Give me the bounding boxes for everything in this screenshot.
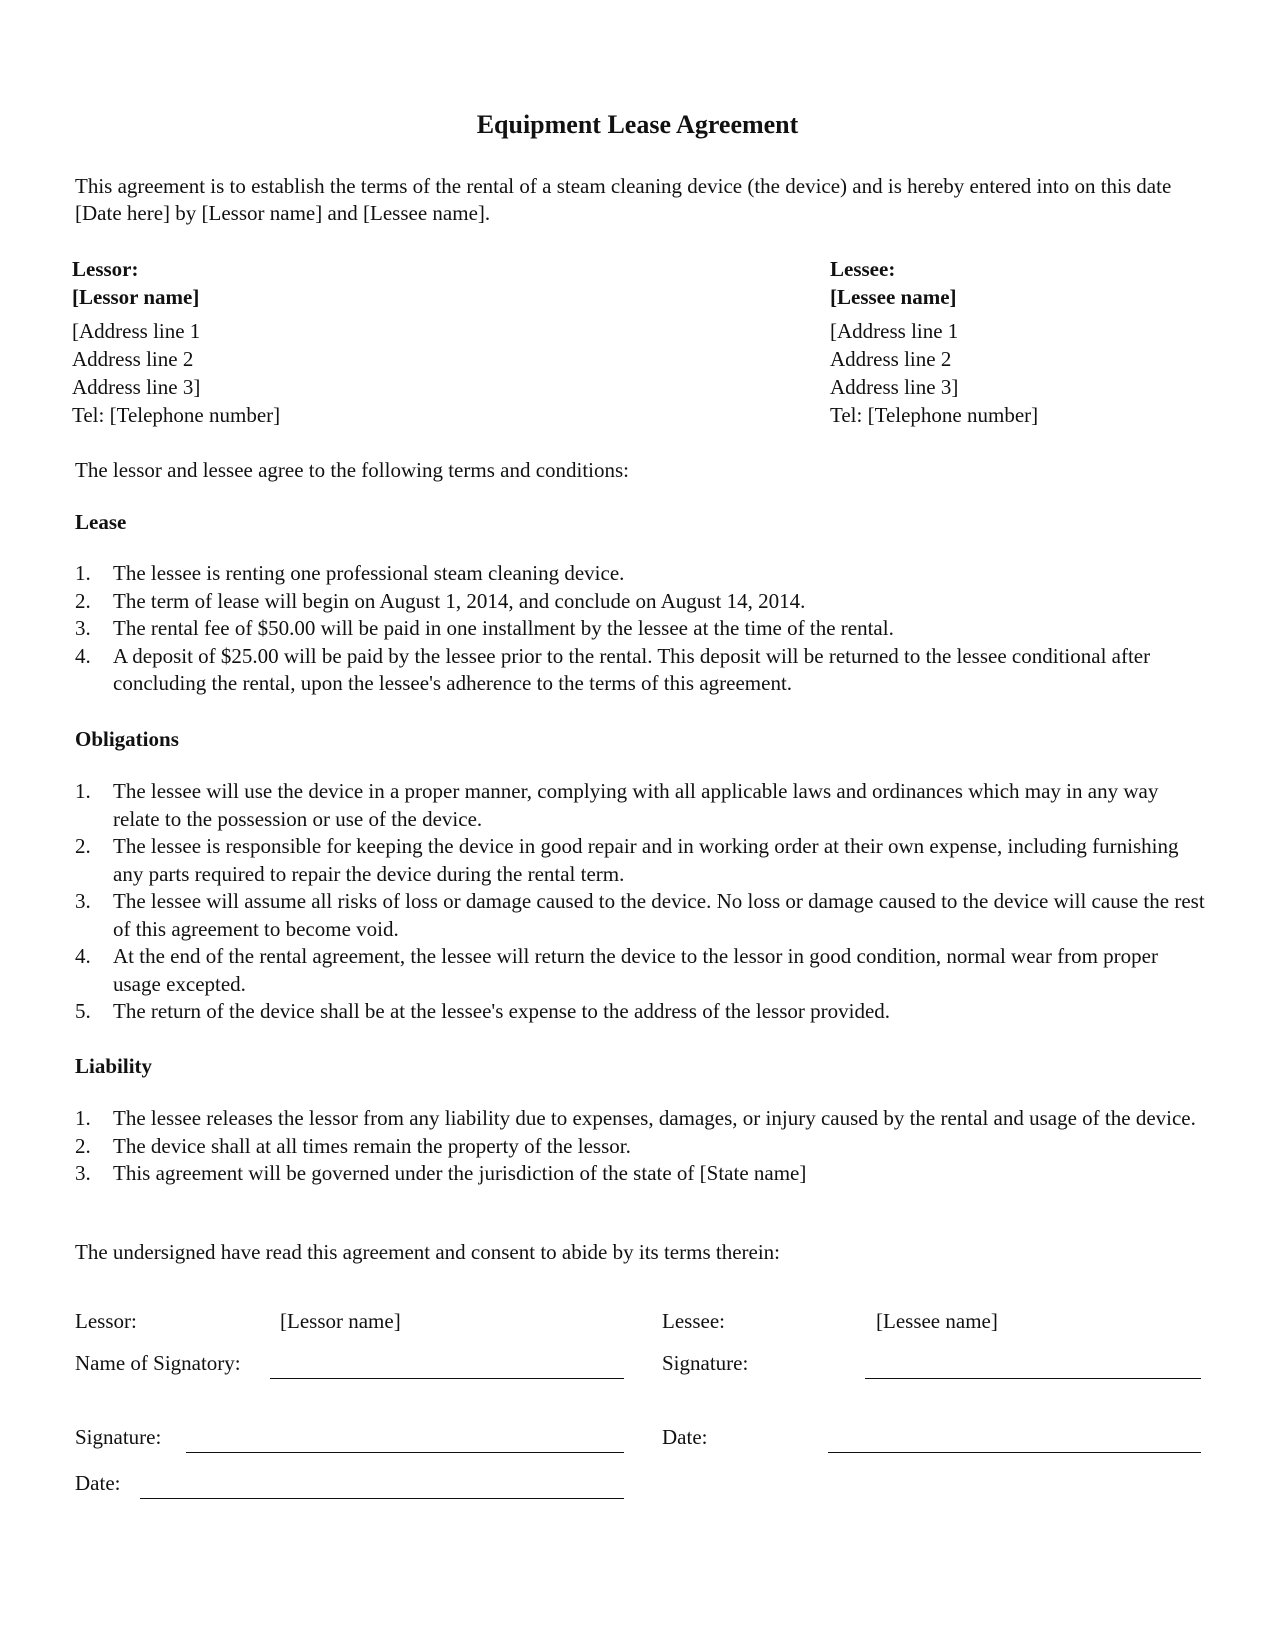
lessee-telephone: Tel: [Telephone number] bbox=[830, 403, 1039, 427]
lessee-signature-label: Signature: bbox=[662, 1351, 749, 1375]
list-item: 4. At the end of the rental agreement, the lessee will return the device to the lessor in good condition, normal wear from proper usage excepted. bbox=[75, 944, 1158, 996]
list-item: 3. The rental fee of $50.00 will be paid in one installment by the lessee at the time of the rental. bbox=[75, 616, 894, 640]
list-item: 1. The lessee releases the lessor from any liability due to expenses, damages, or injury caused by the rental and usage of the device. bbox=[75, 1106, 1196, 1130]
sig-lessee-label: Lessee: bbox=[662, 1309, 725, 1333]
lease-list bbox=[75, 560, 1205, 698]
lessee-address-line-3: Address line 3] bbox=[830, 375, 959, 399]
lessor-date-line[interactable] bbox=[140, 1498, 624, 1499]
name-of-signatory-line[interactable] bbox=[270, 1378, 624, 1379]
lessee-signature-line[interactable] bbox=[865, 1378, 1201, 1379]
lessor-signature-line[interactable] bbox=[186, 1452, 624, 1453]
lessor-date-label: Date: bbox=[75, 1471, 121, 1495]
terms-intro: The lessor and lessee agree to the following terms and conditions: bbox=[75, 458, 630, 482]
obligations-list bbox=[75, 778, 1205, 1026]
lessee-block bbox=[830, 255, 1038, 429]
lessor-address-line-1: [Address line 1 bbox=[72, 319, 201, 343]
lessee-date-label: Date: bbox=[662, 1425, 708, 1449]
lessor-telephone: Tel: [Telephone number] bbox=[72, 403, 281, 427]
consent-statement: The undersigned have read this agreement and consent to abide by its terms therein: bbox=[75, 1240, 781, 1264]
lessor-address-line-2: Address line 2 bbox=[72, 347, 194, 371]
sig-lessor-value: [Lessor name] bbox=[280, 1309, 401, 1333]
lessee-name: [Lessee name] bbox=[830, 285, 957, 309]
name-of-signatory-label: Name of Signatory: bbox=[75, 1351, 241, 1375]
obligations-heading: Obligations bbox=[75, 727, 179, 751]
lessee-date-line[interactable] bbox=[828, 1452, 1201, 1453]
lessee-address-line-2: Address line 2 bbox=[830, 347, 952, 371]
list-item: 1. The lessee is renting one professional steam cleaning device. bbox=[75, 561, 625, 585]
sig-lessor-label: Lessor: bbox=[75, 1309, 137, 1333]
list-item: 4. A deposit of $25.00 will be paid by the lessee prior to the rental. This deposit will be returned to the lessee conditional after concluding the rental, upon the lessee's adherence to the terms of this agreement. bbox=[75, 643, 1151, 695]
document-title: Equipment Lease Agreement bbox=[476, 110, 799, 139]
lessor-name: [Lessor name] bbox=[72, 285, 200, 309]
list-item: 1. The lessee will use the device in a proper manner, complying with all applicable laws and ordinances which may in any way relate to the possession or use of the device. bbox=[75, 779, 1159, 831]
lease-heading: Lease bbox=[75, 510, 127, 534]
lessor-block bbox=[72, 255, 280, 429]
sig-lessee-value: [Lessee name] bbox=[876, 1309, 998, 1333]
list-item: 3. The lessee will assume all risks of loss or damage caused to the device. No loss or damage caused to the device will cause the rest of this agreement to become void. bbox=[75, 889, 1205, 941]
lessee-address-line-1: [Address line 1 bbox=[830, 319, 959, 343]
lessor-signature-label: Signature: bbox=[75, 1425, 162, 1449]
lessor-heading: Lessor: bbox=[72, 257, 139, 281]
liability-list bbox=[75, 1105, 1205, 1188]
list-item: 3. This agreement will be governed under the jurisdiction of the state of [State name] bbox=[75, 1161, 807, 1185]
liability-heading: Liability bbox=[75, 1054, 153, 1078]
list-item: 2. The lessee is responsible for keeping the device in good repair and in working order at their own expense, including furnishing any parts required to repair the device during the rental term. bbox=[75, 834, 1179, 886]
intro-paragraph: This agreement is to establish the terms of the rental of a steam cleaning device (the device) and is hereby entered into on this date [Date here] by [Lessor name] and [Lessee name]. bbox=[75, 174, 1172, 225]
list-item: 2. The term of lease will begin on August 1, 2014, and conclude on August 14, 2014. bbox=[75, 588, 806, 613]
list-item: 5. The return of the device shall be at the lessee's expense to the address of the lessor provided. bbox=[75, 999, 891, 1023]
lessor-address-line-3: Address line 3] bbox=[72, 375, 201, 399]
lessee-heading: Lessee: bbox=[830, 257, 896, 281]
list-item: 2. The device shall at all times remain the property of the lessor. bbox=[75, 1133, 631, 1158]
